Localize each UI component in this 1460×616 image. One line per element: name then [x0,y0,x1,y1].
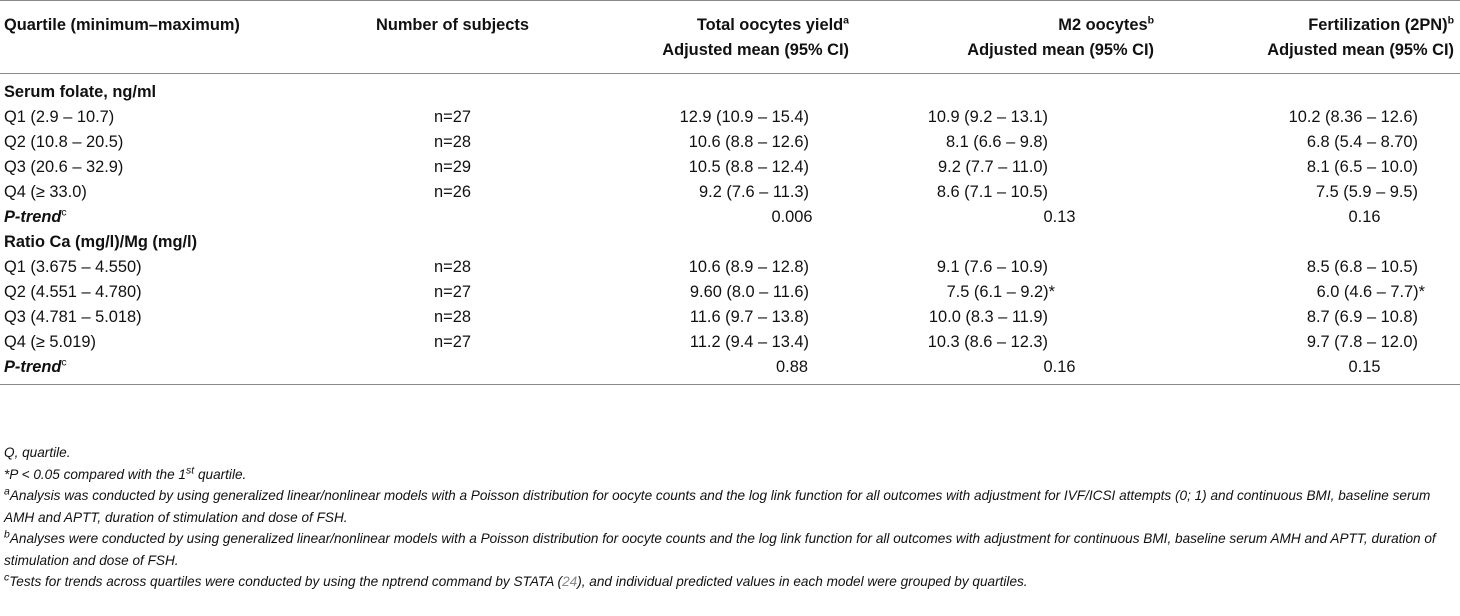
cell-quartile: Q1 (2.9 – 10.7) [4,108,115,126]
header-m2-oocytes: M2 oocytes$^b$ Adjusted mean (95% CI) [855,1,1160,74]
ptrend-m2: 0.16 [855,355,1160,385]
cell-total: 12.9 (10.9 – 15.4) [679,108,809,126]
table-row [0,130,1460,155]
cell-fert: 8.1 (6.5 – 10.0) [1306,158,1418,176]
cell-n: n=28 [434,258,471,276]
cell-m2: 9.1 (7.6 – 10.9) [936,258,1048,276]
table-row [0,305,1460,330]
cell-n: n=27 [434,283,471,301]
table-row [0,105,1460,130]
section-header-ratio-ca-mg [0,230,1460,255]
table-row [0,280,1460,305]
section-title: Ratio Ca (mg/l)/Mg (mg/l) [4,233,198,251]
cell-total: 9.60 (8.0 – 11.6) [689,283,809,301]
cell-m2: 10.0 (8.3 – 11.9) [928,308,1048,326]
cell-m2: 9.2 (7.7 – 11.0) [938,158,1048,176]
ptrend-empty [300,355,605,385]
header-total-oocytes: Total oocytes yield$^a$ Adjusted mean (95% CI) [605,1,855,74]
section-header-serum-folate [0,74,1460,106]
cell-m2: 10.3 (8.6 – 12.3) [927,333,1048,351]
cell-fert: 8.5 (6.8 – 10.5) [1306,258,1418,276]
ptrend-empty [300,205,605,230]
ptrend-row [0,355,1460,385]
header-quartile: Quartile (minimum–maximum) [0,1,300,74]
cell-quartile: Q2 (4.551 – 4.780) [4,283,142,301]
cell-quartile: Q1 (3.675 – 4.550) [4,258,142,276]
cell-fert: 7.5 (5.9 – 9.5) [1315,183,1418,201]
cell-total: 10.5 (8.8 – 12.4) [688,158,809,176]
ptrend-label: P-trend$^c$ [0,355,300,385]
ptrend-row [0,205,1460,230]
footnote-star: *P < 0.05 compared with the 1st quartile. [4,463,247,482]
cell-m2: 8.1 (6.6 – 9.8) [945,133,1048,151]
ptrend-m2: 0.13 [1043,208,1076,226]
cell-total: 11.6 (9.7 – 13.8) [689,308,809,326]
cell-fert: 9.7 (7.8 – 12.0) [1306,333,1418,351]
table-row [0,255,1460,280]
table-row [0,155,1460,180]
cell-n: n=27 [434,333,471,351]
cell-m2: 8.6 (7.1 – 10.5) [936,183,1048,201]
cell-fert: 8.7 (6.9 – 10.8) [1306,308,1418,326]
cell-quartile: Q2 (10.8 – 20.5) [4,133,124,151]
table-row [0,180,1460,205]
footnote-b: $^b$Analyses were conducted by using generalized linear/nonlinear models with a Poisson distribution for oocyte counts and the log link function for all outcomes with adjustment for continuous BMI, baseline serum AMH and APTT, duration of stimulation and dose of FSH. [4,528,1436,568]
cell-quartile: Q4 (≥ 5.019) [4,333,96,351]
footnote-c: $^c$Tests for trends across quartiles were conducted by using the nptrend command by STATA (24), and individual predicted values in each model were grouped by quartiles. [4,571,1028,589]
cell-m2: 7.5 (6.1 – 9.2)* [946,283,1055,301]
cell-n: n=26 [434,183,471,201]
ptrend-label: P-trend$^c$ [4,206,67,226]
ptrend-fert: 0.15 [1160,355,1460,385]
cell-n: n=28 [434,133,471,151]
footnote-a: $^a$Analysis was conducted by using generalized linear/nonlinear models with a Poisson distribution for oocyte counts and the log link function for all outcomes with adjustment for IVF/ICSI attempts (0; 1) and continuous BMI, baseline serum AMH and APTT, duration of stimulation and dose of FSH. [4,485,1431,525]
footnote-q: Q, quartile. [4,445,71,460]
cell-n: n=27 [434,108,471,126]
cell-fert: 6.0 (4.6 – 7.7)* [1316,283,1425,301]
cell-total: 10.6 (8.8 – 12.6) [688,133,809,151]
cell-n: n=28 [434,308,471,326]
cell-quartile: Q3 (20.6 – 32.9) [4,158,124,176]
section-title: Serum folate, ng/ml [4,83,157,101]
cell-fert: 10.2 (8.36 – 12.6) [1288,108,1418,126]
cell-fert: 6.8 (5.4 – 8.70) [1306,133,1418,151]
cell-quartile: Q3 (4.781 – 5.018) [4,308,142,326]
header-row [0,1,1460,74]
reference-link[interactable]: 24 [562,574,578,589]
ptrend-fert: 0.16 [1348,208,1381,226]
cell-m2: 10.9 (9.2 – 13.1) [927,108,1048,126]
table-row [0,330,1460,355]
ptrend-total: 0.88 [605,355,855,385]
table-footnotes [4,442,1456,593]
cell-total: 10.6 (8.9 – 12.8) [688,258,809,276]
ptrend-total: 0.006 [771,208,813,226]
header-fertilization: Fertilization $(2PN)^b$ Adjusted mean (95% CI) [1160,1,1460,74]
cell-total: 9.2 (7.6 – 11.3) [699,183,809,201]
cell-total: 11.2 (9.4 – 13.4) [689,333,809,351]
cell-quartile: Q4 (≥ 33.0) [4,183,87,201]
cell-n: n=29 [434,158,471,176]
header-subjects: Number of subjects [300,1,605,74]
